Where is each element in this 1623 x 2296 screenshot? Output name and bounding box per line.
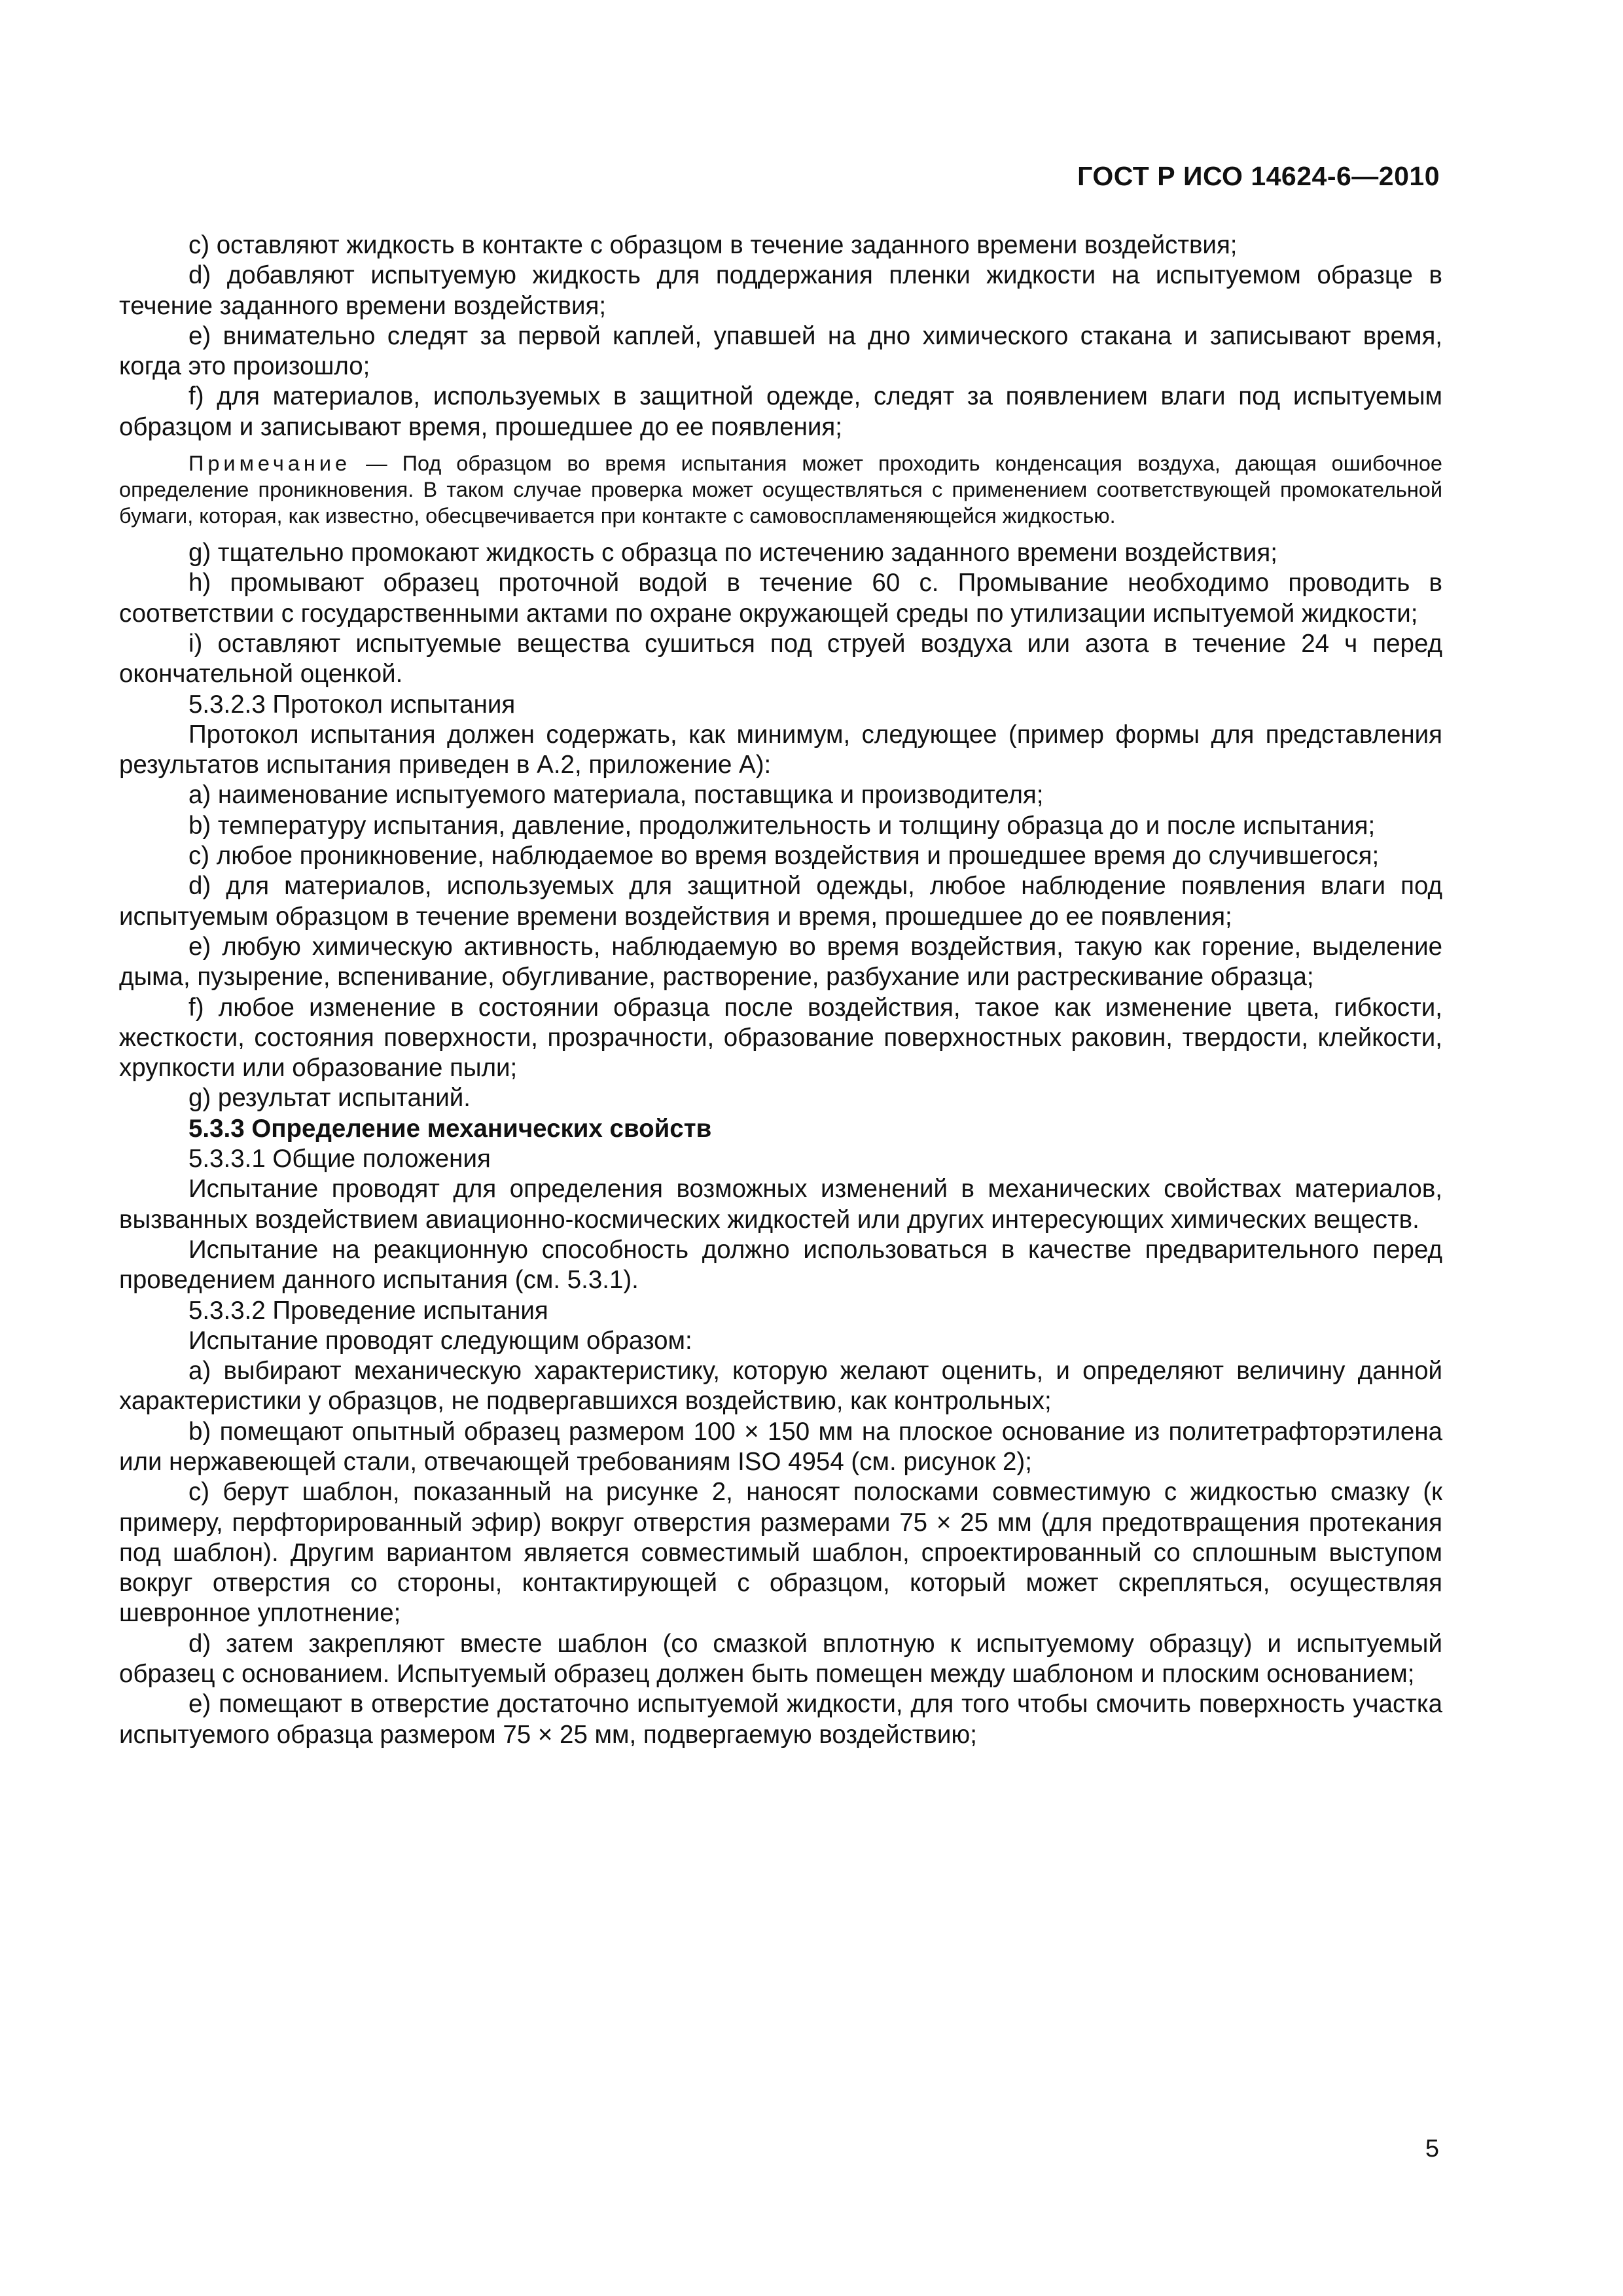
body-paragraph: e) внимательно следят за первой каплей, упавшей на дно химического стакана и записывают время, когда это произошло; [119, 321, 1442, 381]
body-paragraph: e) любую химическую активность, наблюдаемую во время воздействия, такую как горение, выделение дыма, пузырение, вспенивание, обугливание, растворение, разбухание или растрескивание образца; [119, 932, 1442, 992]
page-number: 5 [1425, 2135, 1439, 2162]
body-paragraph: f) любое изменение в состоянии образца после воздействия, такое как изменение цвета, гибкости, жесткости, состояния поверхности, прозрачности, образование поверхностных раковин, твердости, клейкости, хрупкости или образование пыли; [119, 993, 1442, 1083]
body-paragraph: c) берут шаблон, показанный на рисунке 2, наносят полосками совместимую с жидкостью смазку (к примеру, перфторированный эфир) вокруг отверстия размерами 75 × 25 мм (для предотвращения протекания под шаблон). Другим вариантом является совместимый шаблон, спроектированный со сплошным выступом вокруг отверстия со стороны, контактирующей с образцом, который может скрепляться, осуществляя шевронное уплотнение; [119, 1478, 1442, 1628]
body-paragraph: d) для материалов, используемых для защитной одежды, любое наблюдение появления влаги под испытуемым образцом в течение времени воздействия и время, прошедшее до ее появления; [119, 872, 1442, 931]
body-paragraph: b) температуру испытания, давление, продолжительность и толщину образца до и после испытания; [188, 811, 1376, 840]
body-paragraph: g) тщательно промокают жидкость с образца по истечению заданного времени воздействия; [188, 539, 1277, 567]
body-paragraph: c) любое проникновение, наблюдаемое во время воздействия и прошедшее время до случившегося; [188, 842, 1380, 870]
body-paragraph: f) для материалов, используемых в защитной одежде, следят за появлением влаги под испытуемым образцом и записывают время, прошедшее до ее появления; [119, 382, 1442, 441]
document-body [119, 230, 1442, 1750]
body-paragraph: 5.3.2.3 Протокол испытания [188, 690, 516, 719]
body-paragraph: Испытание проводят следующим образом: [188, 1326, 692, 1355]
note-label: Примечание [188, 452, 351, 476]
body-paragraph: a) выбирают механическую характеристику, которую желают оценить, и определяют величину данной характеристики у образцов, не подвергавшихся воздействию, как контрольных; [119, 1357, 1442, 1416]
body-paragraph: 5.3.3.1 Общие положения [188, 1145, 491, 1174]
body-paragraph: d) добавляют испытуемую жидкость для поддержания пленки жидкости на испытуемом образце в течение заданного времени воздействия; [119, 261, 1442, 320]
body-paragraph: i) оставляют испытуемые вещества сушиться под струей воздуха или азота в течение 24 ч перед окончательной оценкой. [119, 629, 1442, 689]
body-paragraph: h) промывают образец проточной водой в течение 60 с. Промывание необходимо проводить в соответствии с государственными актами по охране окружающей среды по утилизации испытуемой жидкости; [119, 569, 1442, 628]
body-paragraph: b) помещают опытный образец размером 100 × 150 мм на плоское основание из политетрафторэтилена или нержавеющей стали, отвечающей требованиям ISO 4954 (см. рисунок 2); [119, 1417, 1442, 1476]
section-heading: 5.3.3 Определение механических свойств [188, 1114, 712, 1143]
note-paragraph [119, 450, 1442, 529]
body-paragraph: g) результат испытаний. [188, 1084, 471, 1113]
body-paragraph: 5.3.3.2 Проведение испытания [188, 1296, 548, 1325]
body-paragraph: Испытание проводят для определения возможных изменений в механических свойствах материалов, вызванных воздействием авиационно-космических жидкостей или других интересующих химических веществ. [119, 1175, 1442, 1234]
body-paragraph: d) затем закрепляют вместе шаблон (со смазкой вплотную к испытуемому образцу) и испытуемый образец с основанием. Испытуемый образец должен быть помещен между шаблоном и плоским основанием; [119, 1629, 1442, 1689]
note-text: — Под образцом во время испытания может проходить конденсация воздуха, дающая ошибочное определение проникновения. В таком случае проверка может осуществляться с применением соответствующей промокательной бумаги, которая, как известно, обесцвечивается при контакте с самовоспламеняющейся жидкостью. [119, 452, 1442, 528]
standard-code-header: ГОСТ Р ИСО 14624-6—2010 [1077, 161, 1440, 191]
body-paragraph: a) наименование испытуемого материала, поставщика и производителя; [188, 781, 1044, 810]
body-paragraph: Протокол испытания должен содержать, как минимум, следующее (пример формы для представления результатов испытания приведен в А.2, приложение А): [119, 720, 1442, 780]
body-paragraph: e) помещают в отверстие достаточно испытуемой жидкости, для того чтобы смочить поверхность участка испытуемого образца размером 75 × 25 мм, подвергаемую воздействию; [119, 1690, 1442, 1749]
body-paragraph: Испытание на реакционную способность должно использоваться в качестве предварительного перед проведением данного испытания (см. 5.3.1). [119, 1235, 1442, 1295]
body-paragraph: c) оставляют жидкость в контакте с образцом в течение заданного времени воздействия; [188, 231, 1238, 259]
